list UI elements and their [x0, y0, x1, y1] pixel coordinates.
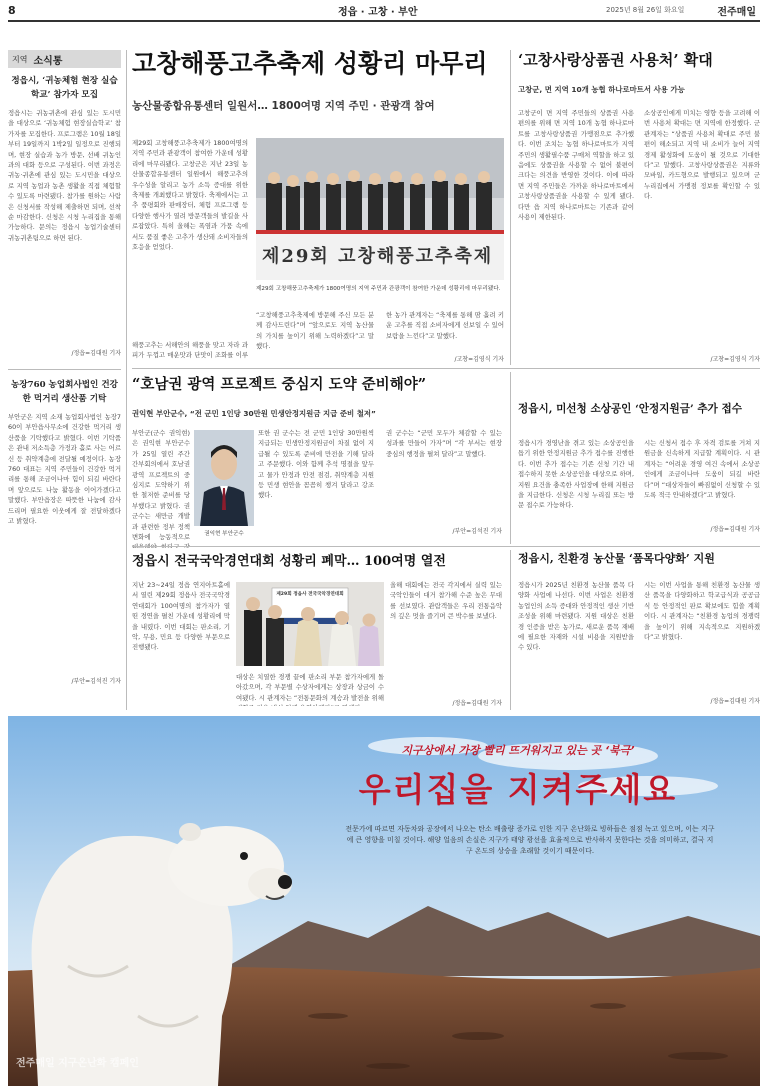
header-rule [8, 20, 760, 22]
article-gugak-body2: 대상은 치열한 경쟁 끝에 판소리 부문 참가자에게 돌아갔으며, 각 부문별 수상자에게는 상장과 상금이 수여됐다. 시 관계자는 “전통문화의 계승과 발전을 위해 [236, 673, 384, 702]
article-governor-subhead: 권익현 부안군수, “전 군민 1인당 30만원 민생안정지원금 지급 준비 철저” [132, 409, 376, 418]
article-gugak-body1: 지난 23~24일 정읍 연지아트홀에서 열린 제29회 정읍사 전국국악경연대회가 100여명의 참가자가 열띤 경연을 펼친 가운데 성황리에 막을 내렸다. 이번 대회는 판소리, 기악, 무용, 민요 등 다양한 부문으로 진행됐다. [132, 581, 230, 652]
governor-photo-caption: 권익현 부안군수 [204, 531, 244, 537]
climate-ad [8, 716, 760, 1086]
article-festival [132, 46, 502, 113]
article-buan-governor [132, 372, 502, 419]
column-rule [126, 50, 127, 710]
article-governor-body2: 또한 권 군수는 전 군민 1인당 30만원씩 지급되는 민생안정지원금이 차질 없이 지급될 수 있도록 준비에 만전을 기해 달라고 주문했다. 이와 함께 추석 명절을 앞두고 물가 안정과 안전 점검, 취약계층 지원 등 민생 현안을 꼼꼼히 챙겨 달라고 강조했다. [258, 429, 374, 500]
issue-date: 2025년 8월 26일 화요일 [606, 6, 685, 14]
article-gugak-body3: 올해 대회에는 전국 각지에서 실력 있는 국악인들이 대거 참가해 수준 높은 무대를 선보였다. 관람객들은 우리 전통음악의 깊은 멋을 즐기며 큰 박수를 보냈다. [390, 581, 502, 621]
article-festival-body1: 제29회 고창해풍고추축제가 1800여명의 지역 주민과 관광객이 참여한 가운데 성황리에 마무리됐다. 고창군은 지난 23일 농산물종합유통센터 일원에서 해풍고추의 우수성을 알리고 농가 소득 증대를 위한 축제를 개최했다고 밝혔다. 축제에서는 고추 품평회와 판매장터, 체험 프로그램 등 다양한 행사가 열려 방문객들의 발길을 사로잡았다. 특히 올해는 폭염과 가뭄 속에서도 품질 좋은 고추가 생산돼 소비자들의 호응을 얻었다. [132, 139, 248, 252]
festival-photo-caption: 제29회 고창해풍고추축제가 1800여명의 지역 주민과 관광객이 참여한 가운데 성황리에 마무리됐다. [256, 286, 501, 292]
ad-tagline: 지구상에서 가장 빨리 뜨거워지고 있는 곳 ‘북극’ [401, 744, 635, 757]
page-header [8, 2, 760, 18]
sidebar-divider [8, 369, 121, 370]
article-smallbiz-headline: 정읍시, 미선청 소상공인 ‘안정지원금’ 추가 접수 [518, 403, 742, 415]
article-festival-subhead: 농산물종합유통센터 일원서… 1800여명 지역 주민 · 관광객 참여 [132, 100, 435, 112]
article-gugak [132, 550, 502, 574]
page-number: 8 [8, 3, 16, 17]
article-governor-body1: 부안군(군수 권익현)은 권익현 부안군수가 25일 열린 주간 간부회의에서 호남권 광역 프로젝트의 중심지로 도약하기 위한 철저한 준비를 당부했다고 밝혔다. 권 군수는 새만금 개발과 관련한 정부 정책 변화에 능동적으로 [132, 429, 190, 542]
article-smallbiz-body2: 시는 신청서 접수 후 자격 검토를 거쳐 지원금을 신속하게 지급할 계획이다. 시 관계자는 “어려운 경영 여건 속에서 소상공인에게 조금이나마 도움이 되길 바란다”며 “대상자들이 빠짐없이 신청할 수 있도록 적극 안내하겠다”고 밝혔다. [644, 439, 760, 500]
article-festival-body2: 해풍고추는 서해안의 해풍을 맞고 자라 과피가 두껍고 매운맛과 단맛이 조화를 이루 [132, 341, 248, 360]
column-rule-2 [510, 50, 511, 365]
sidebar-item1-title: 정읍시, ‘귀농체험 현장 실습학교’ 참가자 모집 [11, 76, 118, 100]
column-rule-3 [510, 372, 511, 544]
ad-credit: 전주매일 지구온난화 캠페인 [16, 1058, 139, 1069]
article-voucher-byline: /고창=김영식 기자 [710, 356, 760, 363]
article-voucher-body1: 고창군이 면 지역 주민들의 상품권 사용 편의를 위해 면 지역 10개 농협 하나로마트를 고창사랑상품권 가맹점으로 추가했다. 이번 조치는 농협 하나로마트가 지역 주민의 생활필수품 구매처 역할을 하고 있음에도 상품권을 사용할 수 없어 불편이 크다는 의견을 반영한 것이다. 이에 따라 면 지역 주민들은 가까운 하나로마트에서 고창사랑상품권을 사용할 수 있게 됐다. 다만 읍 지역 하나로마트는 기존과 같이 사용이 제한된다. [518, 109, 634, 222]
article-voucher-subhead: 고창군, 면 지역 10개 농협 하나로마트서 사용 가능 [518, 85, 685, 94]
sidebar-item1-byline: /정읍=김대원 기자 [71, 350, 121, 357]
sidebar-news [8, 50, 121, 685]
article-smallbiz [518, 402, 760, 416]
article-organic-body1: 정읍시가 2025년 친환경 농산물 품목 다양화 사업에 나선다. 이번 사업은 친환경 농업인의 소득 증대와 안정적인 생산 기반 조성을 위해 마련됐다. 지원 대상은 친환경 인증을 받은 농가로, 새로운 품목 재배에 필요한 자재와 시설 비용을 지원받을 수 있다. [518, 581, 634, 652]
paper-name: 전주매일 [717, 6, 756, 18]
article-smallbiz-byline: /정읍=김대원 기자 [710, 526, 760, 533]
article-voucher-headline: ‘고창사랑상품권 사용처’ 확대 [518, 51, 713, 69]
sidebar-title: 소식통 [33, 55, 63, 67]
sidebar-item2-title: 농장760 농업회사법인 건강한 먹거리 생산품 기탁 [11, 380, 118, 404]
sidebar-item2-body: 부안군은 지역 소재 농업회사법인 농장760이 부안읍사무소에 건강한 먹거리 생산품을 기탁했다고 밝혔다. 이번 기탁품은 관내 저소득층 가정과 홀로 사는 어르신 등 취약계층에 전달될 예정이다. 농장760 대표는 지역 주민들이 건강한 먹거리를 통해 조금이나마 힘이 되길 바란다며 앞으로도 나눔 활동을 이어가겠다고 말했다. 부안읍장은 따뜻한 나눔에 감사드리며 필요한 이웃에게 잘 전달하겠다고 밝혔다. [8, 413, 121, 526]
article-governor-headline: “호남권 광역 프로젝트 중심지 도약 준비해야” [132, 376, 427, 393]
sidebar-item1-body: 정읍시는 귀농귀촌에 관심 있는 도시민을 대상으로 ‘귀농체험 현장실습학교’ 참가자를 모집한다. 프로그램은 10월 18일부터 19일까지 1박2일 일정으로 진행되며, 현장 실습과 농가 방문, 선배 귀농인과의 대화 등으로 구성된다. 이번 과정은 귀농·귀촌에 관심 있는 도시민을 대상으로 지역 농업과 농촌 생활을 직접 체험할 수 있도록 마련됐다. 참가를 원하는 사람은 신청서를 작성해 제출하면 되며, 선착순 마감한다. 신청은 시청 누리집을 통해 가능하다. 문의는 정읍시 농업기술센터 귀농귀촌팀으로 하면 된다. [8, 109, 121, 242]
article-festival-body4: 한 농가 관계자는 “축제를 통해 땀 흘려 키운 고추를 직접 소비자에게 선보일 수 있어 보람을 느낀다”고 말했다. [386, 311, 504, 340]
gugak-photo [236, 582, 384, 666]
article-voucher-body2: 소상공인에게 미치는 영향 등을 고려해 이번 사용처 확대는 면 지역에 한정했다. 군 관계자는 “상품권 사용처 확대로 주민 불편이 해소되고 지역 내 소비가 늘어 지역경제 활성화에 도움이 될 것으로 기대한다”고 말했다. 고창사랑상품권은 지류와 모바일, 카드형으로 발행되고 있으며 군 누리집에서 가맹점 정보를 확인할 수 있다. [644, 109, 760, 201]
row-rule-1 [132, 368, 760, 369]
article-organic-headline: 정읍시, 친환경 농산물 ‘품목다양화’ 지원 [518, 552, 715, 565]
article-festival-body3: “고창해풍고추축제에 방문해 주신 모든 분께 감사드린다”며 “앞으로도 지역 농산물의 가치를 높이기 위해 노력하겠다”고 말했다. [256, 311, 374, 351]
ad-body: 전문가에 따르면 자동차와 공장에서 나오는 탄소 배출량 증가로 인한 지구 온난화로 빙하들은 점점 녹고 있으며, 이는 지구에 큰 영향을 미칠 것이다. 해양 얼음의 손실은 지구가 태양 광선을 효율적으로 반사하지 못한다는 것을 의미하고, 결국 지구 온도의 상승을 초래할 것이기 때문이다. [345, 825, 715, 855]
article-governor-body3: 권 군수는 “군민 모두가 체감할 수 있는 성과를 만들어 가자”며 “각 부서는 현장 중심의 행정을 펼쳐 달라”고 말했다. [386, 429, 502, 458]
article-organic-body2: 시는 이번 사업을 통해 친환경 농산물 생산 품목을 다양화하고 학교급식과 공공급식 등 안정적인 판로 확보에도 힘쓸 계획이다. 시 관계자는 “친환경 농업의 경쟁력을 높이기 위해 지속적으로 지원하겠다”고 밝혔다. [644, 581, 760, 642]
column-rule-4 [510, 550, 511, 710]
row-rule-2 [132, 546, 760, 547]
sidebar-label-box [8, 50, 121, 68]
article-gugak-headline: 정읍시 전국국악경연대회 성황리 폐막… 100여명 열전 [132, 554, 446, 569]
article-festival-byline: /고창=김영식 기자 [454, 356, 504, 363]
ad-headline: 우리집을 지켜주세요 [358, 770, 678, 809]
festival-photo [256, 138, 504, 280]
article-organic-byline: /정읍=김대원 기자 [710, 698, 760, 705]
section-title: 정읍 · 고창 · 부안 [338, 6, 418, 18]
gugak-banner-text: 제29회 정읍사 전국국악경연대회 [276, 592, 344, 597]
festival-banner-text: 제29회 고창해풍고추축제 [262, 246, 494, 267]
article-organic [518, 552, 760, 566]
article-governor-byline: /부안=김석진 기자 [452, 528, 502, 535]
article-voucher [518, 48, 760, 95]
governor-photo [194, 430, 254, 526]
sidebar-item2-byline: /부안=김석진 기자 [71, 678, 121, 685]
article-smallbiz-body1: 정읍시가 경영난을 겪고 있는 소상공인을 돕기 위한 안정지원금 추가 접수를 진행한다. 이번 추가 접수는 기존 신청 기간 내 접수하지 못한 소상공인을 대상으로 하며, 지원 요건을 충족한 사업장에 한해 지원금을 지급한다. 신청은 시청 누리집 또는 방문 접수로 가능하다. [518, 439, 634, 510]
article-festival-headline: 고창해풍고추축제 성황리 마무리 [132, 49, 488, 78]
article-gugak-byline: /정읍=김대원 기자 [452, 700, 502, 707]
sidebar-label: 지역 [12, 54, 28, 64]
